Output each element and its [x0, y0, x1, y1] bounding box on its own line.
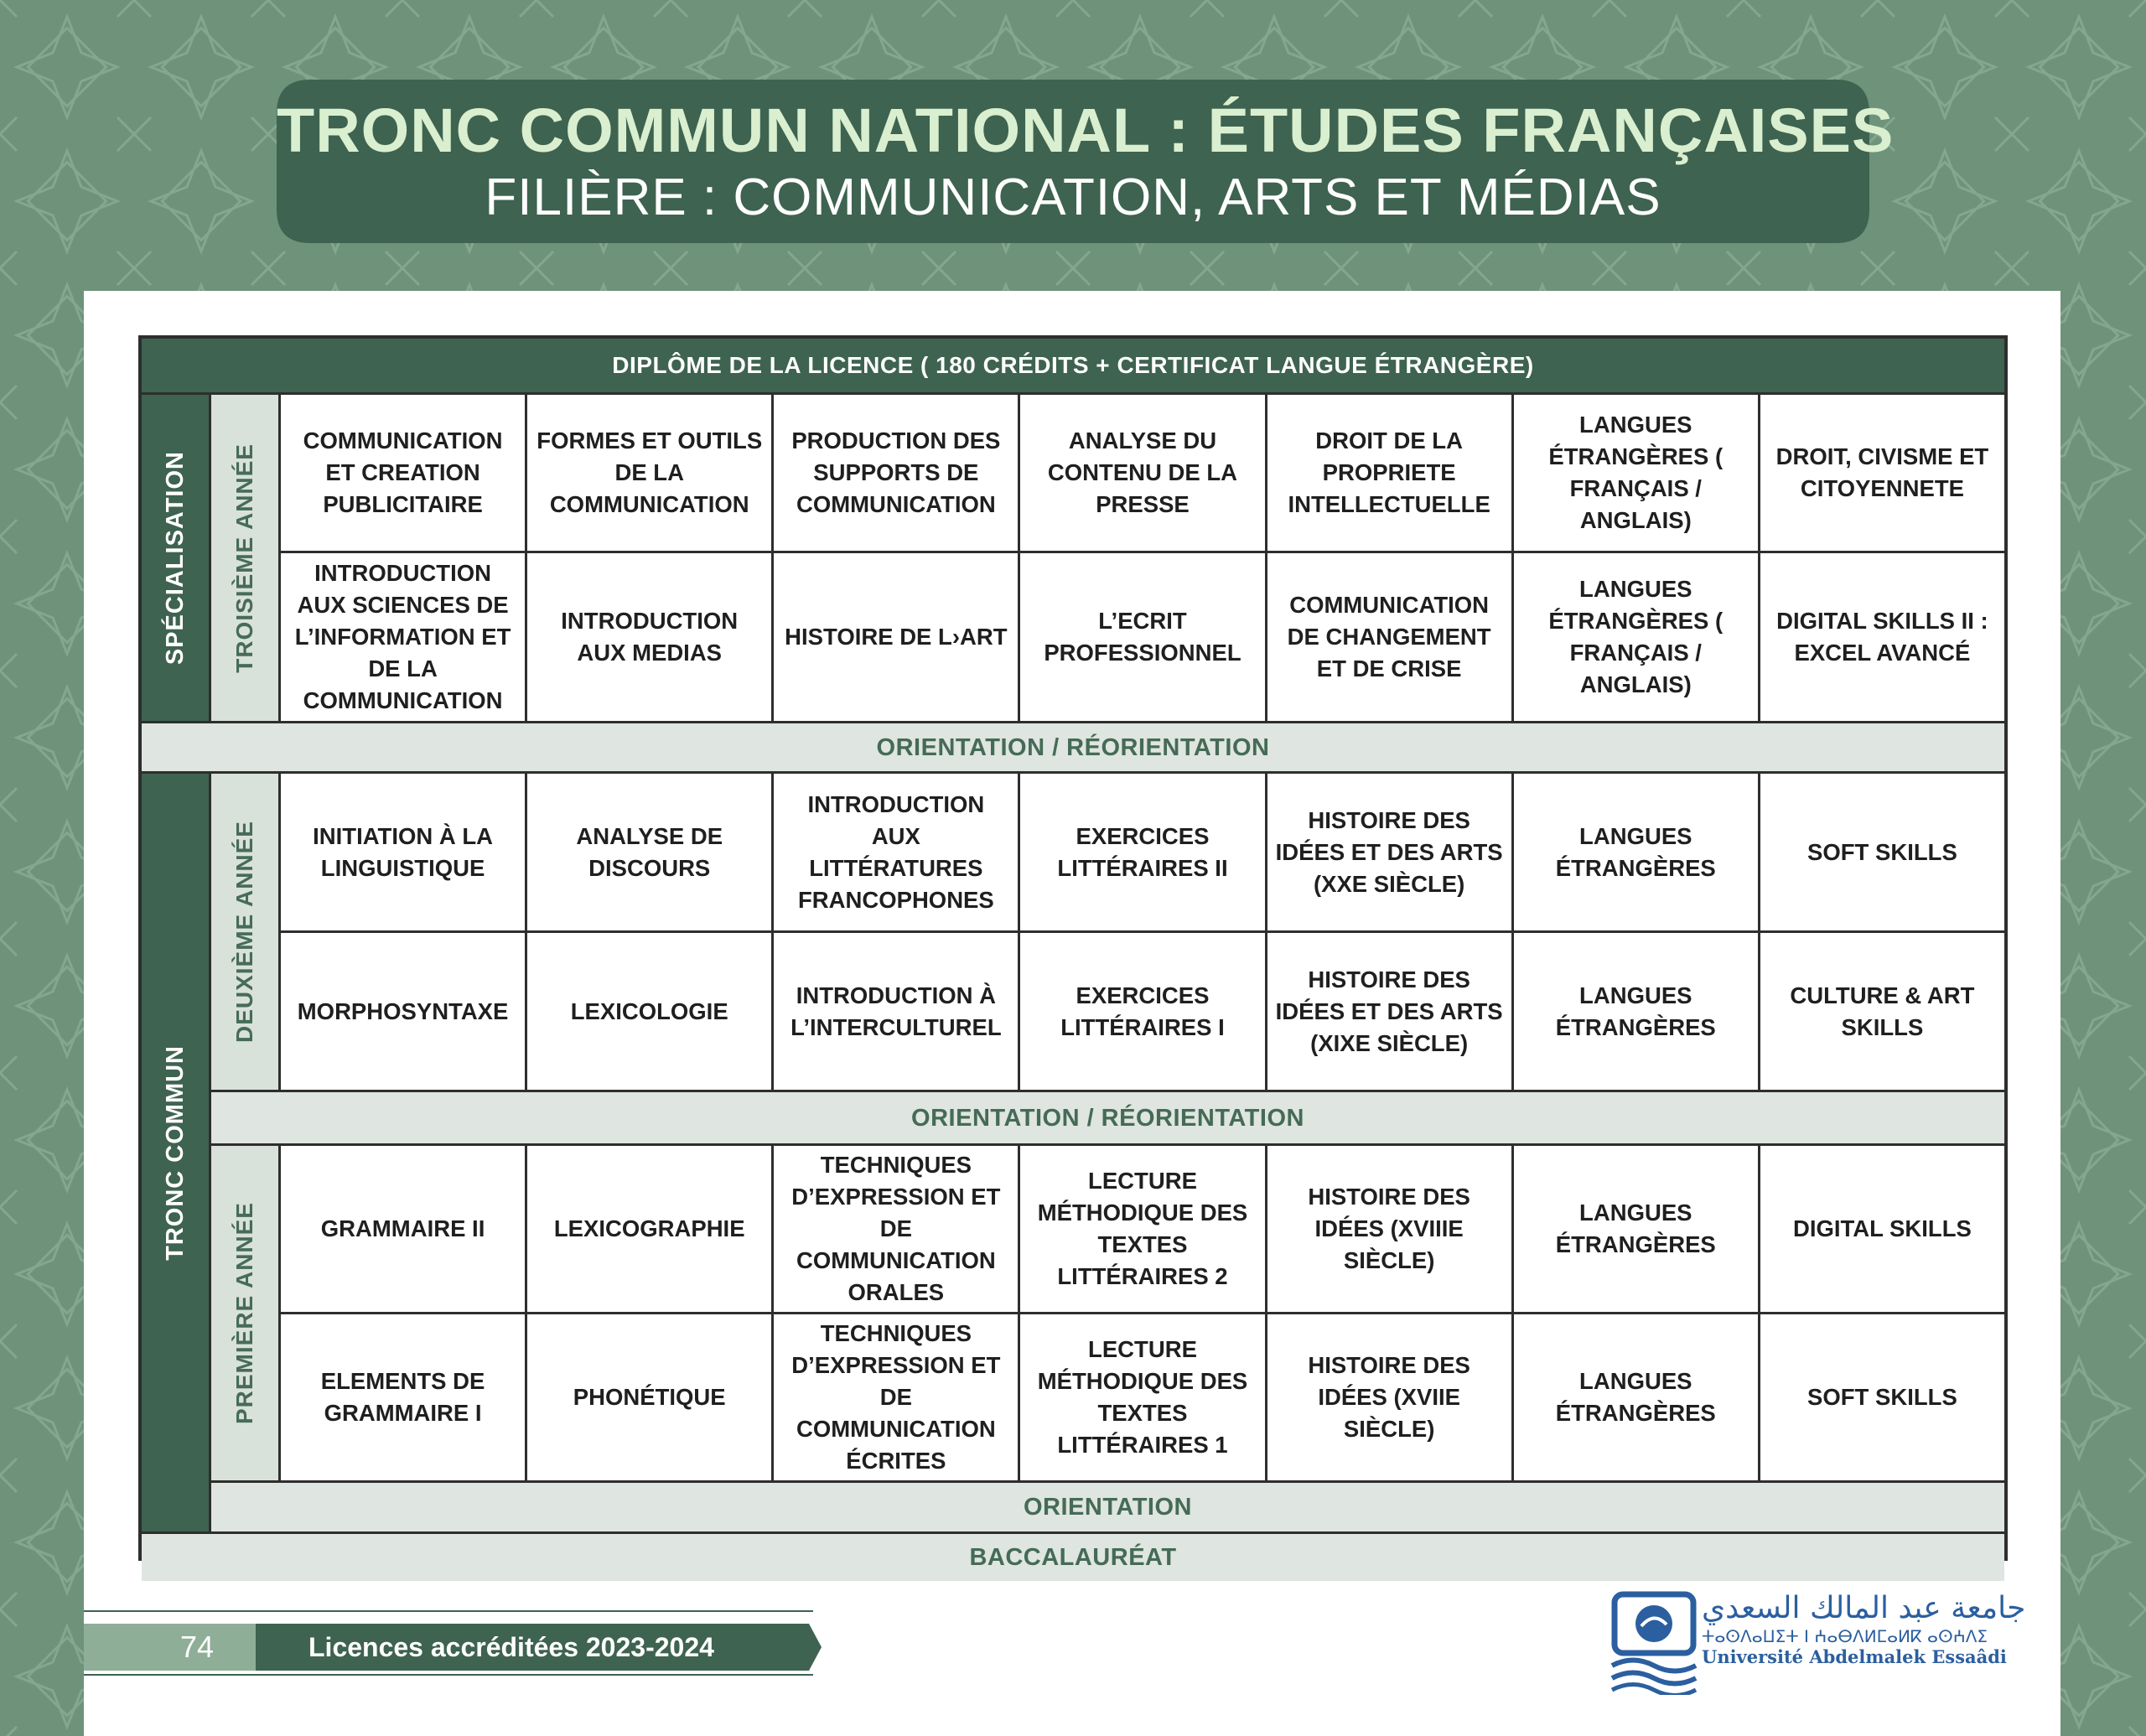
- module-cell: L’ECRIT PROFESSIONNEL: [1020, 553, 1264, 721]
- module-cell: HISTOIRE DE L›ART: [774, 553, 1018, 721]
- orientation-band: ORIENTATION / RÉORIENTATION: [142, 723, 2004, 771]
- module-cell: GRAMMAIRE II: [281, 1146, 525, 1312]
- module-cell: SOFT SKILLS: [1760, 1314, 2004, 1480]
- module-cell: PRODUCTION DES SUPPORTS DE COMMUNICATION: [774, 395, 1018, 551]
- module-cell-text: HISTOIRE DES IDÉES ET DES ARTS (XXE SIÈCLE): [1275, 806, 1503, 897]
- phase-specialisation-label: SPÉCIALISATION: [162, 450, 189, 666]
- module-cell: INTRODUCTION À L’INTERCULTUREL: [774, 933, 1018, 1090]
- module-cell: LANGUES ÉTRANGÈRES ( FRANÇAIS / ANGLAIS): [1514, 395, 1758, 551]
- module-cell: EXERCICES LITTÉRAIRES I: [1020, 933, 1264, 1090]
- module-cell: [1267, 774, 1511, 930]
- year-first: [211, 1146, 278, 1480]
- logo-arabic-name: جامعة عبد المالك السعدي: [1702, 1591, 2026, 1625]
- module-cell: TECHNIQUES D’EXPRESSION ET DE COMMUNICATION ORALES: [774, 1146, 1018, 1312]
- module-cell: ANALYSE DE DISCOURS: [527, 774, 771, 930]
- module-cell: LECTURE MÉTHODIQUE DES TEXTES LITTÉRAIRES 2: [1020, 1146, 1264, 1312]
- module-cell: FORMES ET OUTILS DE LA COMMUNICATION: [527, 395, 771, 551]
- module-cell: LANGUES ÉTRANGÈRES: [1514, 1314, 1758, 1480]
- module-cell: INTRODUCTION AUX SCIENCES DE L’INFORMATION ET DE LA COMMUNICATION: [281, 553, 525, 721]
- table-header: DIPLÔME DE LA LICENCE ( 180 CRÉDITS + CERTIFICAT LANGUE ÉTRANGÈRE): [142, 339, 2004, 392]
- year-third: [211, 395, 278, 721]
- module-cell: LEXICOGRAPHIE: [527, 1146, 771, 1312]
- module-cell: HISTOIRE DES IDÉES ET DES ARTS (XIXE SIÈCLE): [1267, 933, 1511, 1090]
- page-title: TRONC COMMUN NATIONAL : ÉTUDES FRANÇAISES: [277, 96, 1895, 165]
- module-cell: INTRODUCTION AUX LITTÉRATURES FRANCOPHONES: [774, 774, 1018, 930]
- module-cell: DROIT DE LA PROPRIETE INTELLECTUELLE: [1267, 395, 1511, 551]
- module-cell: HISTOIRE DES IDÉES (XVIIIE SIÈCLE): [1267, 1146, 1511, 1312]
- module-cell: DIGITAL SKILLS II : EXCEL AVANCÉ: [1760, 553, 2004, 721]
- module-cell: LANGUES ÉTRANGÈRES ( FRANÇAIS / ANGLAIS): [1514, 553, 1758, 721]
- module-cell: HISTOIRE DES IDÉES (XVIIE SIÈCLE): [1267, 1314, 1511, 1480]
- page-number: 74: [179, 1630, 215, 1664]
- module-cell: LANGUES ÉTRANGÈRES: [1514, 774, 1758, 930]
- module-cell: MORPHOSYNTAXE: [281, 933, 525, 1090]
- module-cell: DIGITAL SKILLS: [1760, 1146, 2004, 1312]
- module-cell: LANGUES ÉTRANGÈRES: [1514, 933, 1758, 1090]
- phase-specialisation: [142, 395, 209, 721]
- module-cell: COMMUNICATION DE CHANGEMENT ET DE CRISE: [1267, 553, 1511, 721]
- page-subtitle: FILIÈRE : COMMUNICATION, ARTS ET MÉDIAS: [485, 168, 1661, 226]
- university-emblem-icon: [1608, 1586, 1700, 1695]
- baccalaureat-band: BACCALAURÉAT: [142, 1534, 2004, 1581]
- title-banner: [277, 80, 1895, 243]
- module-cell: EXERCICES LITTÉRAIRES II: [1020, 774, 1264, 930]
- year-second: [211, 774, 278, 1090]
- module-cell: CULTURE & ART SKILLS: [1760, 933, 2004, 1090]
- module-cell: LEXICOLOGIE: [527, 933, 771, 1090]
- module-cell: INITIATION À LA LINGUISTIQUE: [281, 774, 525, 930]
- module-cell: LECTURE MÉTHODIQUE DES TEXTES LITTÉRAIRES 1: [1020, 1314, 1264, 1480]
- module-cell: DROIT, CIVISME ET CITOYENNETE: [1760, 395, 2004, 551]
- orientation-band: ORIENTATION: [211, 1483, 2004, 1531]
- logo-tifinagh-name: ⵜⴰⵙⴷⴰⵡⵉⵜ ⵏ ⵄⴰⴱⴷⵍⵎⴰⵍⴽ ⴰⵙⵄⴷⵉ: [1702, 1626, 1988, 1646]
- module-cell: INTRODUCTION AUX MEDIAS: [527, 553, 771, 721]
- logo-french-name: Université Abdelmalek Essaâdi: [1702, 1646, 2007, 1667]
- phase-tronc-commun-label: TRONC COMMUN: [162, 1044, 189, 1261]
- module-cell: TECHNIQUES D’EXPRESSION ET DE COMMUNICATION ÉCRITES: [774, 1314, 1018, 1480]
- orientation-band: ORIENTATION / RÉORIENTATION: [211, 1092, 2004, 1143]
- module-cell: ELEMENTS DE GRAMMAIRE I: [281, 1314, 525, 1480]
- footer-label: Licences accréditées 2023-2024: [308, 1631, 714, 1662]
- module-cell: LANGUES ÉTRANGÈRES: [1514, 1146, 1758, 1312]
- curriculum-table: [138, 335, 2008, 1571]
- year-third-label: TROISIÈME ANNÉE: [231, 443, 257, 673]
- module-cell: SOFT SKILLS: [1760, 774, 2004, 930]
- module-cell: COMMUNICATION ET CREATION PUBLICITAIRE: [281, 395, 525, 551]
- module-cell: ANALYSE DU CONTENU DE LA PRESSE: [1020, 395, 1264, 551]
- year-first-label: PREMIÈRE ANNÉE: [231, 1201, 257, 1424]
- year-second-label: DEUXIÈME ANNÉE: [231, 820, 257, 1043]
- module-cell: PHONÉTIQUE: [527, 1314, 771, 1480]
- phase-tronc-commun: [142, 774, 209, 1531]
